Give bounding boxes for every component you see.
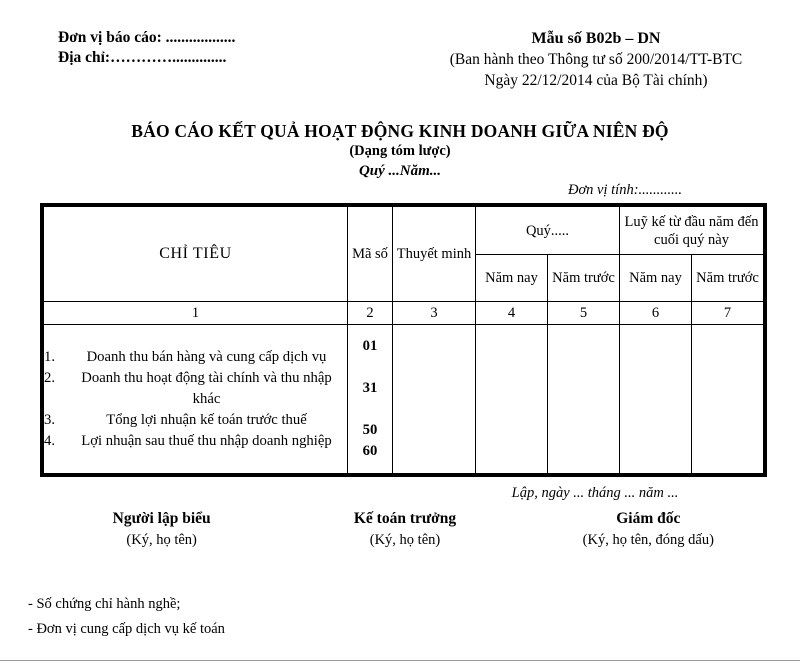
address-line: Địa chỉ:…………..............	[58, 49, 227, 66]
col-header-code: Mã số	[348, 207, 393, 302]
col-header-quarter-current-year: Năm nay	[476, 255, 548, 302]
indicator-item	[44, 431, 347, 452]
form-issued-line-1: (Ban hành theo Thông tư số 200/2014/TT-BTC	[449, 51, 743, 68]
indicator-number: 1.	[44, 348, 56, 365]
indicator-item	[44, 410, 347, 431]
reporting-unit-line: Đơn vị báo cáo: ..................	[58, 29, 236, 46]
indicator-list	[44, 347, 347, 452]
indicator-number: 4.	[44, 432, 56, 449]
column-number-7: 7	[692, 302, 764, 325]
col-header-cumulative-previous-year: Năm trước	[692, 255, 764, 302]
form-code-block	[400, 28, 800, 91]
cumulative-previous-year-input-cell[interactable]	[692, 325, 764, 474]
form-issued-line-2: Ngày 22/12/2014 của Bộ Tài chính)	[484, 72, 708, 89]
column-number-1: 1	[44, 302, 348, 325]
col-header-quarter-group: Quý.....	[476, 207, 620, 255]
page-bottom-rule	[0, 660, 800, 661]
indicator-number: 2.	[44, 369, 56, 386]
cumulative-current-year-input-cell[interactable]	[620, 325, 692, 474]
note-input-cell[interactable]	[393, 325, 476, 474]
form-code: Mẫu số B02b – DN	[531, 30, 661, 47]
signature-column	[527, 508, 770, 551]
column-number-row	[44, 302, 764, 325]
indicator-label: Doanh thu hoạt động tài chính và thu nhập khác	[81, 369, 332, 407]
signature-role: Kế toán trưởng	[353, 510, 457, 527]
indicator-code: 01	[362, 338, 378, 354]
signature-role: Giám đốc	[616, 510, 681, 527]
report-table-frame	[40, 203, 767, 477]
signature-note: (Ký, họ tên)	[126, 532, 197, 548]
page-subtitle: (Dạng tóm lược)	[349, 143, 451, 159]
reporting-period: Quý ...Năm...	[358, 163, 442, 179]
col-header-indicator: CHỈ TIÊU	[44, 207, 348, 302]
indicator-item	[44, 347, 347, 368]
indicator-label: Lợi nhuận sau thuế thu nhập doanh nghiệp	[81, 432, 332, 449]
col-header-quarter-previous-year: Năm trước	[548, 255, 620, 302]
report-table	[43, 206, 764, 474]
signature-column	[283, 508, 526, 551]
indicator-code: 50	[362, 422, 378, 438]
indicator-label: Doanh thu bán hàng và cung cấp dịch vụ	[86, 348, 327, 365]
indicator-label: Tổng lợi nhuận kế toán trước thuế	[106, 411, 307, 428]
quarter-previous-year-input-cell[interactable]	[548, 325, 620, 474]
indicator-cell	[44, 325, 348, 474]
column-number-4: 4	[476, 302, 548, 325]
indicator-item	[44, 368, 347, 410]
signature-column	[40, 508, 283, 551]
footer-note-line: - Số chứng chỉ hành nghề;	[28, 596, 181, 612]
indicator-code: 60	[362, 443, 378, 459]
table-body-row	[44, 325, 764, 474]
indicator-number: 3.	[44, 411, 56, 428]
unit-of-measure-label: Đơn vị tính:............	[567, 182, 683, 198]
document-header	[0, 28, 800, 91]
footer-notes	[28, 592, 628, 642]
signature-role: Người lập biểu	[112, 510, 211, 527]
code-list	[348, 336, 392, 462]
column-number-6: 6	[620, 302, 692, 325]
signature-note: (Ký, họ tên, đóng dấu)	[582, 532, 714, 548]
col-header-note: Thuyết minh	[393, 207, 476, 302]
signature-date-line: Lập, ngày ... tháng ... năm ...	[511, 485, 679, 501]
document-title-block	[0, 120, 800, 181]
column-number-3: 3	[393, 302, 476, 325]
column-number-5: 5	[548, 302, 620, 325]
page-title: BÁO CÁO KẾT QUẢ HOẠT ĐỘNG KINH DOANH GIỮA NIÊN ĐỘ	[131, 121, 669, 141]
signature-row	[40, 508, 770, 551]
col-header-cumulative-current-year: Năm nay	[620, 255, 692, 302]
signature-note: (Ký, họ tên)	[369, 532, 441, 548]
reporting-unit-block	[0, 28, 400, 68]
code-cell	[348, 325, 393, 474]
quarter-current-year-input-cell[interactable]	[476, 325, 548, 474]
footer-note-line: - Đơn vị cung cấp dịch vụ kế toán	[28, 621, 225, 637]
column-number-2: 2	[348, 302, 393, 325]
col-header-cumulative-group: Luỹ kế từ đầu năm đến cuối quý này	[620, 207, 764, 255]
indicator-code: 31	[362, 380, 378, 396]
